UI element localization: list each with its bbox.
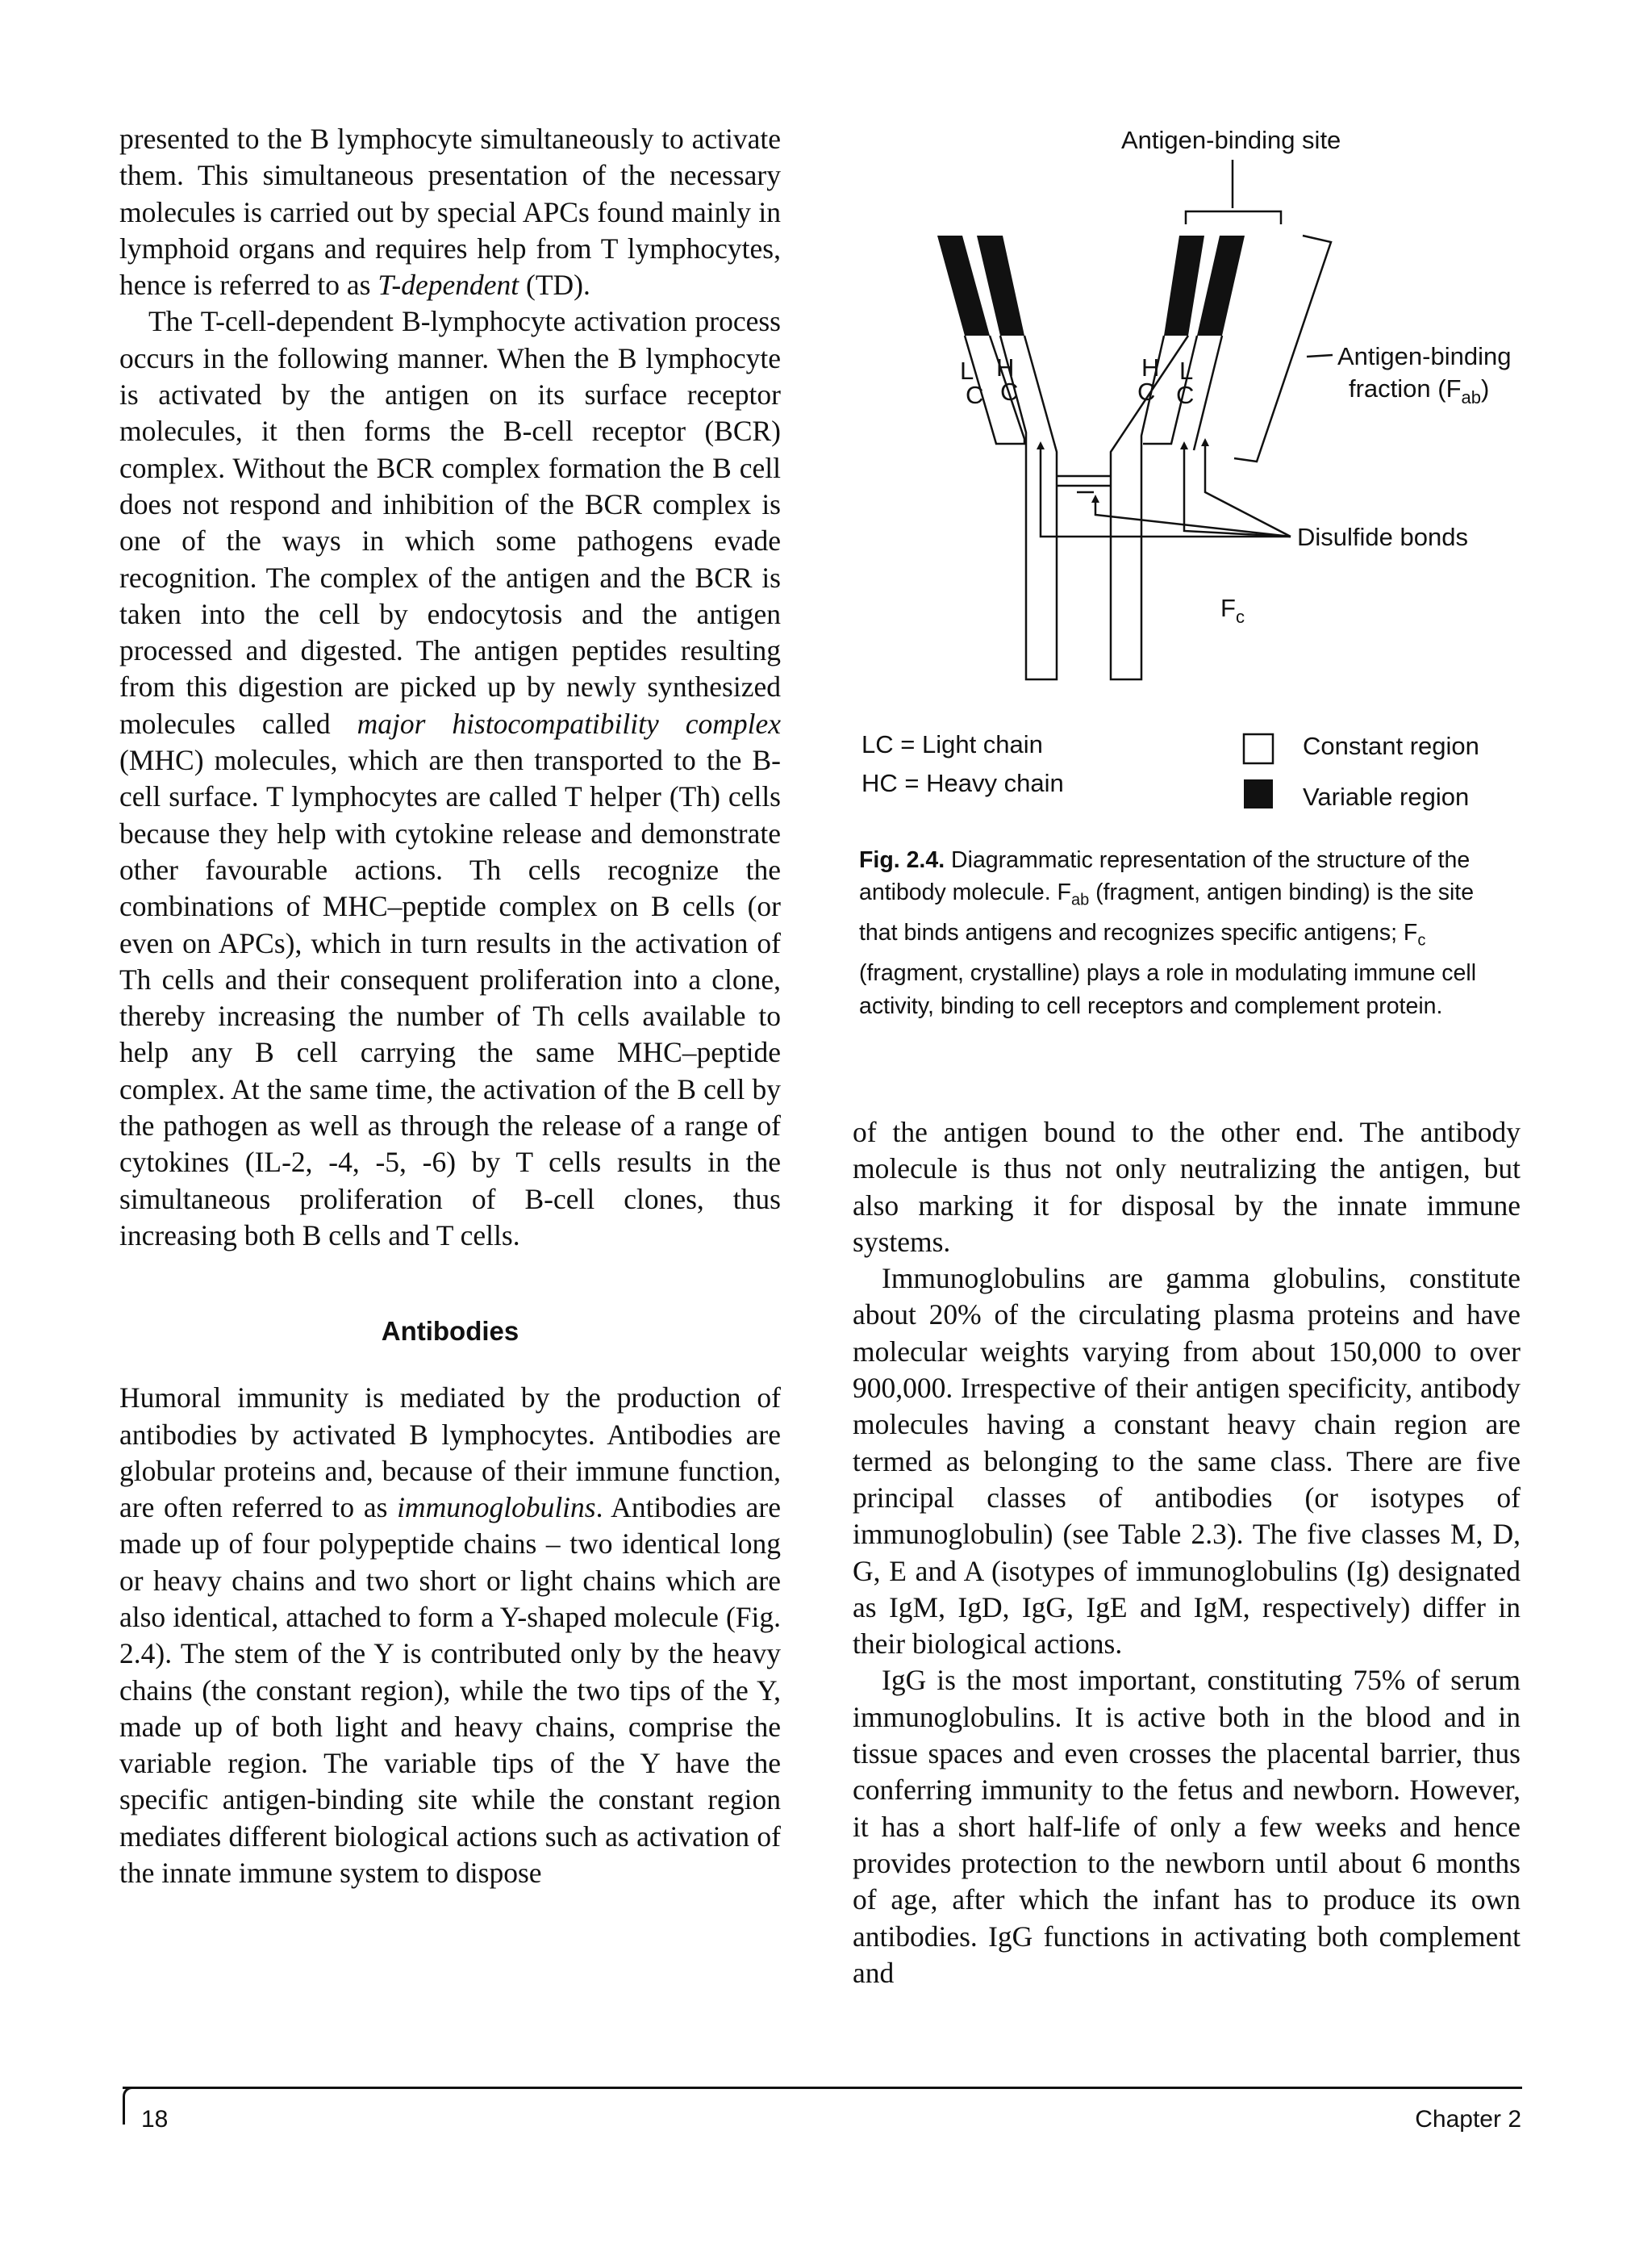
antibody-diagram [839,113,1549,839]
paragraph: IgG is the most important, constituting 75% of serum immunoglobulins. It is active both in the blood and in tissue spaces and even crosses the placental barrier, thus conferring immunity to the fetus and newborn. However, it has a short half-life of only a few weeks and hence provides protection to the newborn until about 6 months of age, after which the infant has to produce its own antibodies. IgG functions in activating both complement and [853,1664,1521,1989]
legend-variable: Variable region [1303,783,1470,811]
legend-hc: HC = Heavy chain [861,769,1064,797]
label-fab-line2: fraction $(F_{ab})$ [1349,374,1490,407]
right-column [853,1114,1521,1991]
footer-hook [123,2087,133,2125]
chain-letter: C [1176,381,1195,409]
legend-lc: LC = Light chain [861,730,1043,758]
chapter-label: Chapter 2 [1415,2106,1521,2133]
variable-region-right-light [1197,236,1245,336]
page-number: 18 [141,2106,169,2133]
chain-letter: C [1000,378,1019,406]
chain-letter: L [1179,357,1194,385]
figure-label: Fig. 2.4. [859,847,945,873]
paragraph: The T-cell-dependent B-lymphocyte activation process occurs in the following manner. When the B lymphocyte is activated by the antigen on its surface receptor molecules, it then forms the B-cell receptor (BCR) complex. Without the BCR complex formation the B cell does not respond and inhibition of the BCR complex is one of the ways in which some pathogens evade recognition. The complex of the antigen and the BCR is taken into the cell by endocytosis and the antigen processed and digested. The antigen peptides resulting from this digestion are picked up by newly synthesized molecules called major histocompatibility complex (MHC) molecules, which are then transported to the B-cell surface. T lymphocytes are called T helper (Th) cells because they help with cytokine release and demonstrate other favourable actions. Th cells recognize the combinations of MHC–peptide complex on B cells (or even on APCs), which in turn results in the activation of Th cells and their consequent proliferation into a clone, thereby increasing the number of Th cells available to help any B cell carrying the same MHC–peptide complex. At the same time, the activation of the B cell by the pathogen as well as through the release of a range of cytokines (IL-2, -4, -5, -6) by T cells results in the simultaneous proliferation of B-cell clones, thus increasing both B cells and T cells. [119,305,781,1251]
fab-bracket [1234,236,1331,462]
variable-region-right-heavy [1164,236,1204,336]
legend-swatch-variable [1244,779,1273,808]
paragraph: of the antigen bound to the other end. The antibody molecule is thus not only neutralizing the antigen, but also marking it for disposal by the innate immune systems. [853,1116,1521,1258]
label-fc: $F_c$ [1220,594,1245,627]
chain-letter: C [1137,378,1156,406]
section-heading: Antibodies [381,1316,519,1347]
legend-constant: Constant region [1303,732,1479,760]
legend-swatch-constant [1244,734,1273,763]
label-disulfide-bonds: Disulfide bonds [1297,523,1468,551]
chain-letter: C [966,381,984,409]
chain-letter: H [1141,353,1160,382]
left-column [119,121,781,1891]
chain-letter: H [996,353,1015,382]
chain-letter: L [960,357,974,385]
figure-caption: Fig. 2.4. Diagrammatic representation of the structure of the antibody molecule. $F_{ab}$ (fragment, antigen binding) is the site that binds antigens and recognizes specific antigens; $F_c$ (fragment, crystalline) plays a role in modulating immune cell activity, binding to cell receptors and complement protein. [859,847,1477,1019]
label-antigen-binding-site: Antigen-binding site [1121,126,1341,154]
paragraph: Humoral immunity is mediated by the production of antibodies by activated B lymphocytes. Antibodies are globular proteins and, because of their immune function, are often referred to as immunoglobulins. Antibodies are made up of four polypeptide chains – two identical long or heavy chains and two short or light chains which are also identical, attached to form a Y-shaped molecule (Fig. 2.4). The stem of the Y is contributed only by the heavy chains (the constant region), while the two tips of the Y, made up of both light and heavy chains, comprise the variable region. The variable tips of the Y have the specific antigen-binding site while the constant region mediates different biological actions such as activation of the innate immune system to dispose [119,1381,781,1890]
paragraph: Immunoglobulins are gamma globulins, constitute about 20% of the circulating plasma proteins and have molecular weights varying from about 150,000 to over 900,000. Irrespective of their antigen specificity, antibody molecules having a constant heavy chain region are termed as belonging to the same class. There are five principal classes of antibodies (or isotypes of immunoglobulin) (see Table 2.3). The five classes M, D, G, E and A (isotypes of immunoglobulins (Ig) designated as IgM, IgD, IgG, IgE and IgM, respectively) differ in their biological actions. [853,1262,1521,1661]
disulfide-arrows [1041,442,1291,537]
paragraph: presented to the B lymphocyte simultaneously to activate them. This simultaneous presentation of the necessary molecules is carried out by special APCs found mainly in lymphoid organs and requires help from T lymphocytes, hence is referred to as T-dependent (TD). [119,123,781,302]
footer-rule [123,2087,1522,2089]
label-fab-line1: Antigen-binding [1337,342,1512,370]
antigen-site-bracket [1186,211,1281,224]
